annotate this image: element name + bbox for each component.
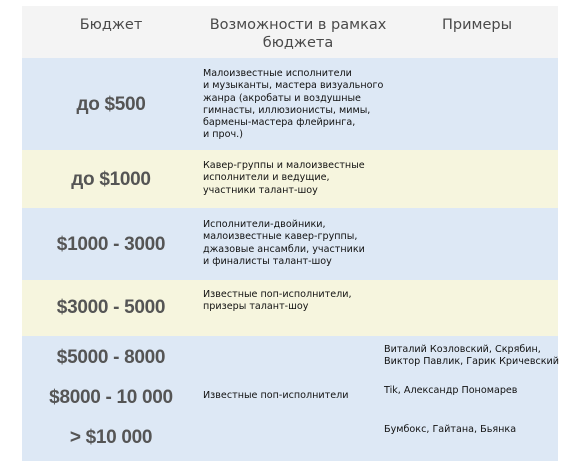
budget-cell: $8000 - 10 000 [49, 387, 173, 408]
table-row [22, 208, 558, 280]
budget-cell: > $10 000 [69, 427, 153, 448]
budget-cell: до $1000 [71, 169, 151, 190]
table-row [22, 280, 558, 336]
desc-line: Малоизвестные исполнители [203, 68, 352, 79]
capabilities-cell [203, 219, 399, 268]
budget-cell: $1000 - 3000 [56, 234, 166, 255]
desc-line: жанра (акробаты и воздушные [203, 92, 361, 104]
desc-line: и проч.) [203, 129, 243, 141]
budget-cell: до $500 [76, 94, 146, 115]
header-examples: Примеры [441, 17, 513, 33]
desc-line: бармены-мастера флейринга, [203, 117, 356, 129]
budget-cell: $5000 - 8000 [56, 347, 166, 368]
header-capabilities [200, 16, 396, 52]
example-line: Tik, Александр Пономарев [384, 385, 518, 396]
examples-cell [384, 424, 560, 436]
table-header [22, 6, 558, 58]
header-capabilities-line2: бюджета [262, 35, 334, 51]
desc-line: малоизвестные кавер-группы, [203, 231, 358, 243]
example-line: Виктор Павлик, Гарик Кричевский [384, 356, 560, 368]
desc-line: и музыканты, мастера визуального [203, 80, 384, 92]
capabilities-cell [203, 160, 399, 197]
desc-line: исполнители и ведущие, [203, 172, 330, 184]
table-row-group [22, 336, 558, 461]
desc-line: призеры талант-шоу [203, 301, 309, 313]
desc-line: Кавер-группы и малоизвестные [203, 160, 365, 171]
desc-line: Исполнители-двойники, [203, 219, 326, 230]
table-row [22, 58, 558, 150]
table-row [22, 150, 558, 208]
desc-line: джазовые ансамбли, участники [203, 243, 365, 255]
header-capabilities-line1: Возможности в рамках [209, 17, 387, 33]
example-line: Виталий Козловский, Скрябин, [384, 344, 541, 355]
budget-cell: $3000 - 5000 [56, 297, 166, 318]
capabilities-cell: Известные поп-исполнители [203, 390, 349, 401]
desc-line: гимнасты, иллюзионисты, мимы, [203, 104, 371, 116]
example-line: Бумбокс, Гайтана, Бьянка [384, 424, 517, 435]
budget-table [22, 6, 558, 461]
desc-line: участники талант-шоу [203, 184, 318, 196]
header-budget: Бюджет [79, 17, 143, 33]
desc-line: Известные поп-исполнители, [203, 289, 352, 300]
capabilities-cell [203, 68, 399, 142]
examples-cell [384, 385, 560, 397]
capabilities-cell [203, 289, 399, 314]
desc-line: и финалисты талант-шоу [203, 255, 332, 267]
examples-cell [384, 344, 560, 369]
